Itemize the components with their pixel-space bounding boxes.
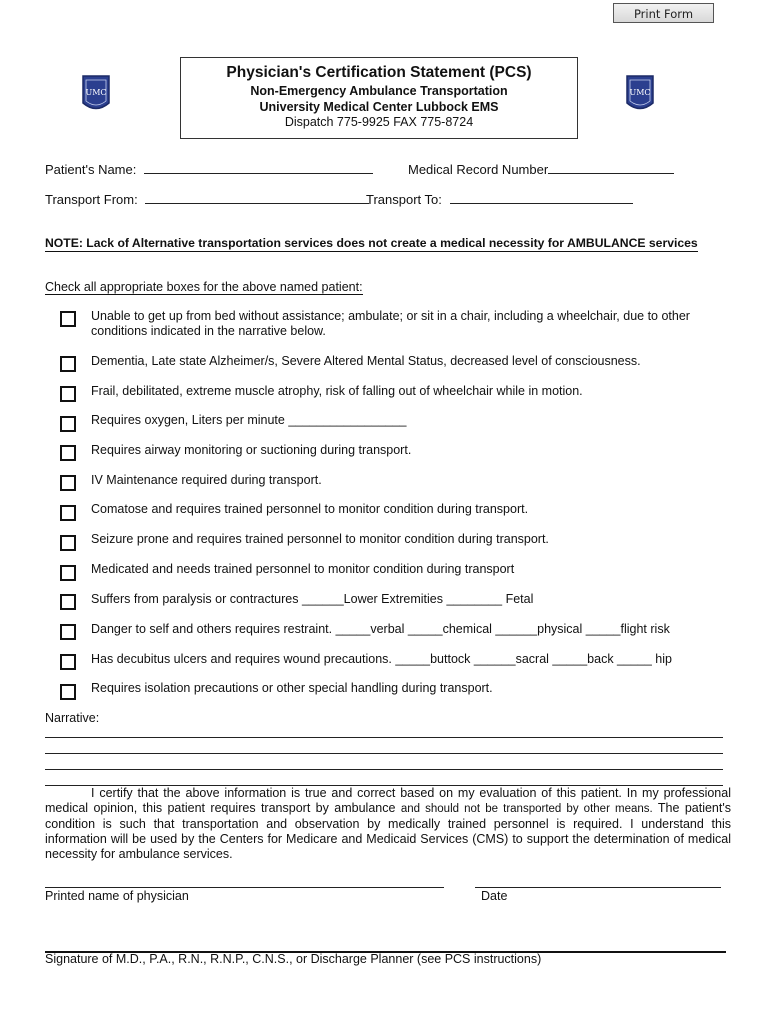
patient-name-row — [45, 160, 373, 177]
checkbox-dementia[interactable] — [60, 356, 76, 372]
checkbox-isolation[interactable] — [60, 684, 76, 700]
date-label: Date — [481, 889, 508, 903]
checkbox-unable-to-ambulate[interactable] — [60, 311, 76, 327]
checkbox-paralysis[interactable] — [60, 594, 76, 610]
checkbox-iv[interactable] — [60, 475, 76, 491]
umc-logo-right-text: UMC — [629, 88, 651, 97]
certification-part-3: The patient's condition is such that transportation and observation by medically trained personnel is required. I understand this information will be used by the Centers for Medicare and Medicaid Services (CMS) to support the determination of medical necessity for ambulance services. — [45, 801, 731, 861]
checkbox-seizure[interactable] — [60, 535, 76, 551]
checkbox-label: Seizure prone and requires trained personnel to monitor condition during transport. — [91, 532, 549, 546]
umc-logo-left-text: UMC — [85, 88, 107, 97]
check-heading: Check all appropriate boxes for the above named patient: — [45, 280, 363, 294]
transport-from-field[interactable] — [145, 190, 369, 204]
narrative-line-1[interactable] — [45, 737, 723, 738]
transport-to-field[interactable] — [450, 190, 633, 204]
checkbox-decubitus[interactable] — [60, 654, 76, 670]
narrative-label: Narrative: — [45, 711, 100, 725]
signature-label: Signature of M.D., P.A., R.N., R.N.P., C.N.S., or Discharge Planner (see PCS instructions) — [45, 952, 542, 966]
umc-logo-left-icon — [81, 73, 111, 115]
checkbox-label: Danger to self and others requires restraint. _____verbal _____chemical ______physical _____flight risk — [91, 622, 670, 636]
checkbox-restraint[interactable] — [60, 624, 76, 640]
checkbox-label: Dementia, Late state Alzheimer/s, Severe Altered Mental Status, decreased level of consciousness. — [91, 354, 641, 368]
printed-name-label: Printed name of physician — [45, 889, 189, 903]
checkbox-frail[interactable] — [60, 386, 76, 402]
umc-logo-right-icon — [625, 73, 655, 115]
printed-name-line[interactable] — [45, 887, 444, 888]
mrn-field[interactable] — [548, 160, 674, 174]
checkbox-label: Requires airway monitoring or suctioning during transport. — [91, 443, 412, 457]
narrative-line-3[interactable] — [45, 769, 723, 770]
print-form-button[interactable]: Print Form — [613, 3, 714, 23]
checkbox-comatose[interactable] — [60, 505, 76, 521]
checkbox-label: Requires isolation precautions or other special handling during transport. — [91, 681, 493, 695]
mrn-label: Medical Record Number — [408, 162, 549, 177]
form-subtitle-service: Non-Emergency Ambulance Transportation — [250, 84, 508, 98]
checkbox-label: Has decubitus ulcers and requires wound precautions. _____buttock ______sacral _____back _____ hip — [91, 652, 672, 666]
checkbox-label: Medicated and needs trained personnel to monitor condition during transport — [91, 562, 515, 576]
checkbox-label: Comatose and requires trained personnel to monitor condition during transport. — [91, 502, 529, 516]
dispatch-info: Dispatch 775-9925 FAX 775-8724 — [284, 115, 474, 129]
narrative-line-2[interactable] — [45, 753, 723, 754]
title-box — [180, 57, 578, 139]
checkbox-medicated[interactable] — [60, 565, 76, 581]
checkbox-airway[interactable] — [60, 445, 76, 461]
form-subtitle-org: University Medical Center Lubbock EMS — [259, 100, 499, 114]
patient-name-field[interactable] — [144, 160, 373, 174]
checkbox-label: Requires oxygen, Liters per minute _________________ — [91, 413, 407, 427]
certification-part-1: I certify that the above information is true and correct based on my evaluation of this patient. In my professional medical opinion, this patient requires transport by ambulance — [45, 786, 731, 815]
checkbox-label: IV Maintenance required during transport. — [91, 473, 322, 487]
form-title: Physician's Certification Statement (PCS) — [226, 64, 532, 81]
checkbox-label: Unable to get up from bed without assistance; ambulate; or sit in a chair, including a wheelchair, due to other conditions indicated in the narrative below. — [91, 309, 690, 338]
mrn-row — [408, 160, 674, 177]
date-line[interactable] — [475, 887, 721, 888]
checkbox-label: Suffers from paralysis or contractures ______Lower Extremities ________ Fetal — [91, 592, 534, 606]
transport-from-label: Transport From: — [45, 192, 138, 207]
checkbox-oxygen[interactable] — [60, 416, 76, 432]
patient-name-label: Patient's Name: — [45, 162, 137, 177]
note-text: NOTE: Lack of Alternative transportation services does not create a medical necessity for AMBULANCE services — [45, 236, 698, 250]
checkbox-label: Frail, debilitated, extreme muscle atrophy, risk of falling out of wheelchair while in motion. — [91, 384, 583, 398]
transport-from-row — [45, 190, 369, 207]
transport-to-row — [366, 190, 633, 207]
certification-text — [45, 786, 731, 862]
certification-part-2: and should not be transported by other means. — [400, 803, 653, 815]
transport-to-label: Transport To: — [366, 192, 442, 207]
